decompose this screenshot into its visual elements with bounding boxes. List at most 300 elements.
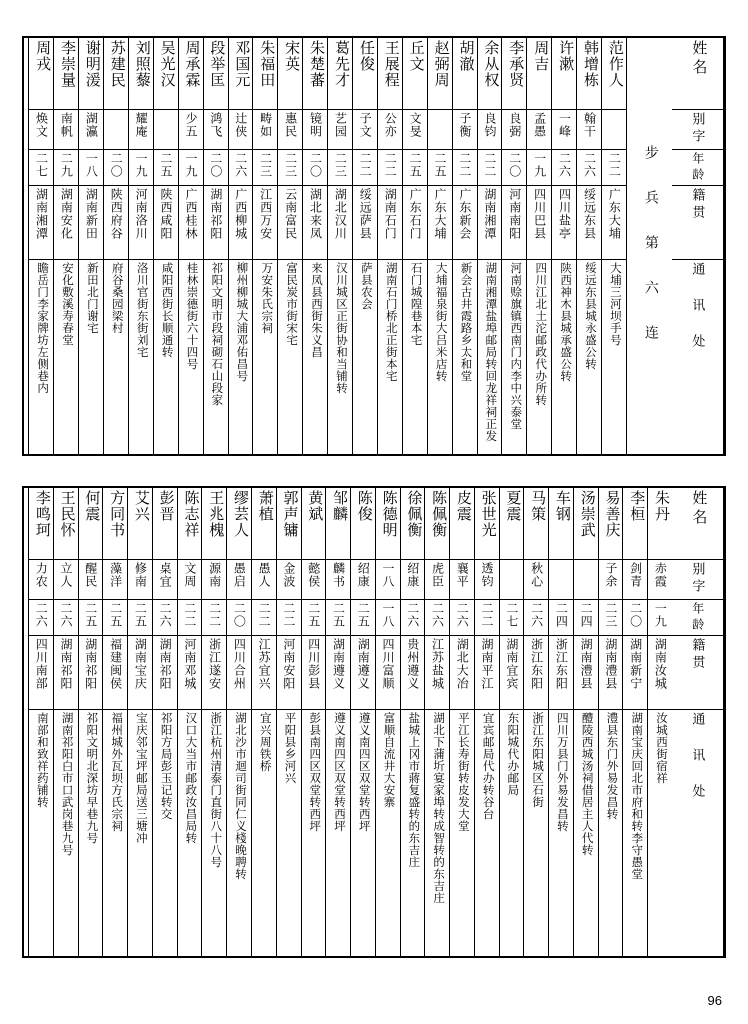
cell-name: [79, 38, 103, 110]
cell-alias-text: 鸿飞: [208, 112, 223, 138]
header-name: [672, 488, 723, 560]
header-age: [672, 600, 723, 636]
cell-address-text: 富顺自流井大安寨: [382, 712, 395, 808]
cell-name-text: 丘文: [407, 40, 424, 72]
table-row: [28, 488, 53, 956]
cell-alias: [178, 560, 202, 600]
cell-age-text: 二〇: [308, 152, 323, 178]
table-row: [78, 488, 103, 956]
cell-address-text: 湖南湘潭盐埠邮局转回龙祥祠正发: [484, 262, 497, 442]
cell-alias: [549, 560, 573, 600]
table-row: [477, 38, 502, 454]
cell-address-text: 瞻岳门李家牌坊左侧巷内: [36, 262, 49, 394]
cell-name: [450, 488, 474, 560]
cell-alias-text: 懿侯: [306, 562, 321, 588]
cell-address: [154, 260, 178, 454]
cell-address: [103, 710, 127, 956]
cell-age-text: 二二: [482, 152, 497, 178]
cell-alias-text: 文旻: [408, 112, 423, 138]
table-row: [103, 38, 128, 454]
cell-age-text: 二二: [480, 602, 495, 628]
cell-name: [376, 488, 400, 560]
cell-age-text: 二五: [83, 602, 98, 628]
cell-place: [104, 186, 128, 260]
cell-place-text: 湖南新宁: [628, 638, 643, 690]
table-row: [424, 488, 449, 956]
cell-address: [104, 260, 128, 454]
cell-address: [475, 710, 499, 956]
cell-place-text: 湖北大冶: [455, 638, 470, 690]
cell-place: [502, 186, 526, 260]
cell-name: [552, 38, 576, 110]
cell-place: [450, 636, 474, 710]
cell-address-text: 湖南石门桥北正街本宅: [384, 262, 397, 382]
cell-alias: [502, 110, 526, 150]
cell-address: [128, 710, 152, 956]
cell-place-text: 广东大埔: [607, 188, 622, 240]
cell-name: [475, 488, 499, 560]
header-name: [672, 38, 723, 110]
cell-age: [302, 600, 326, 636]
cell-address: [29, 710, 53, 956]
cell-address: [577, 260, 601, 454]
cell-place-text: 湖南宜宾: [504, 638, 519, 690]
cell-address-text: 澧县东门外易发昌转: [605, 712, 618, 820]
cell-name-text: 缪芸人: [231, 490, 248, 538]
cell-address-text: 东阳城代办邮局: [506, 712, 519, 796]
cell-name: [303, 38, 327, 110]
cell-alias-text: 麟书: [331, 562, 346, 588]
cell-age-text: 二三: [283, 152, 298, 178]
cell-age: [577, 150, 601, 186]
cell-alias-text: 绍康: [356, 562, 371, 588]
cell-name-text: 周承霖: [183, 40, 200, 88]
cell-place-text: 湖南平江: [480, 638, 495, 690]
cell-address-text: 遵义南四区双堂转西坪: [333, 712, 346, 832]
table-row: [53, 488, 78, 956]
cell-name-text: 朱丹: [652, 490, 669, 522]
cell-name-text: 李桓: [628, 490, 645, 522]
cell-address: [502, 260, 526, 454]
cell-alias: [326, 560, 350, 600]
cell-age-text: 二六: [557, 152, 572, 178]
cell-name: [252, 488, 276, 560]
table-row: [301, 488, 326, 956]
cell-address: [303, 260, 327, 454]
cell-address: [623, 710, 647, 956]
cell-address: [29, 260, 53, 454]
table-row: [523, 488, 548, 956]
cell-address-text: 汉川城区正街协和当铺转: [334, 262, 347, 394]
cell-alias: [79, 110, 103, 150]
cell-address-text: 湖南宝庆回北市府和转李守愚堂: [630, 712, 643, 880]
cell-name-text: 车钢: [553, 490, 570, 522]
cell-name-text: 周吉: [532, 40, 549, 72]
cell-place: [302, 636, 326, 710]
cell-age: [524, 600, 548, 636]
cell-age: [79, 150, 103, 186]
cell-age: [351, 600, 375, 636]
cell-alias-text: 惠民: [283, 112, 298, 138]
cell-alias: [450, 560, 474, 600]
cell-address: [378, 260, 402, 454]
cell-age: [602, 150, 626, 186]
cell-place: [79, 186, 103, 260]
cell-name: [648, 488, 672, 560]
cell-alias-text: 子衡: [457, 112, 472, 138]
cell-age: [277, 600, 301, 636]
cell-place-text: 湖南湘潭: [34, 188, 49, 240]
cell-address-text: 万安朱氏宗祠: [260, 262, 273, 334]
cell-age: [179, 150, 203, 186]
cell-place-text: 四川彭县: [306, 638, 321, 690]
cell-alias: [302, 560, 326, 600]
cell-place-text: 四川巴县: [532, 188, 547, 240]
cell-place-text: 浙江东阳: [529, 638, 544, 690]
cell-name-text: 陈德明: [380, 490, 397, 538]
cell-place: [351, 636, 375, 710]
cell-alias: [54, 560, 78, 600]
cell-alias: [277, 560, 301, 600]
cell-age: [204, 150, 228, 186]
cell-place-text: 浙江东阳: [554, 638, 569, 690]
cell-age: [153, 600, 177, 636]
table-row: [452, 38, 477, 454]
cell-place: [103, 636, 127, 710]
cell-address: [179, 260, 203, 454]
cell-age-text: 二五: [159, 152, 174, 178]
cell-age-text: 二五: [408, 152, 423, 178]
cell-age-text: 一九: [532, 152, 547, 178]
header-place: [672, 186, 723, 260]
cell-age-text: 二五: [433, 152, 447, 178]
cell-place-text: 广西桂林: [183, 188, 198, 240]
cell-name-text: 汤崇武: [578, 490, 595, 538]
cell-age: [227, 600, 251, 636]
cell-alias: [648, 560, 672, 600]
cell-place-text: 湖北来凤: [308, 188, 323, 240]
cell-alias: [574, 560, 598, 600]
cell-name-text: 范作人: [606, 40, 623, 88]
cell-age: [128, 600, 152, 636]
cell-age: [527, 150, 551, 186]
cell-alias: [54, 110, 78, 150]
cell-name: [154, 38, 178, 110]
cell-age-text: 二六: [34, 602, 49, 628]
table-row: [327, 38, 352, 454]
cell-address: [54, 260, 78, 454]
cell-age: [453, 150, 477, 186]
cell-age: [478, 150, 502, 186]
cell-alias: [527, 110, 551, 150]
cell-age-text: 二〇: [109, 152, 124, 178]
cell-name: [353, 38, 377, 110]
cell-name-text: 方同书: [108, 490, 125, 538]
cell-alias: [403, 110, 427, 150]
cell-place: [227, 636, 251, 710]
cell-address-text: 宜宾邮局代办转谷台: [481, 712, 494, 820]
cell-address-text: 咸阳西街长顺通转: [160, 262, 173, 358]
page-number: 96: [707, 993, 722, 1008]
cell-age-text: 二五: [306, 602, 321, 628]
cell-place: [154, 186, 178, 260]
cell-name: [351, 488, 375, 560]
cell-age-text: 二二: [607, 152, 622, 178]
cell-alias: [602, 110, 626, 150]
cell-address: [450, 710, 474, 956]
table-row: [427, 38, 452, 454]
cell-address: [425, 710, 449, 956]
cell-address: [79, 260, 103, 454]
cell-name: [302, 488, 326, 560]
cell-name: [202, 488, 226, 560]
cell-name: [227, 488, 251, 560]
cell-name: [54, 488, 78, 560]
header-alias-text: 别字: [690, 562, 706, 596]
cell-place: [129, 186, 153, 260]
cell-alias: [153, 560, 177, 600]
cell-address-text: 祁阳方局彭玉记转交: [159, 712, 172, 820]
cell-age: [278, 150, 302, 186]
cell-name-text: 何震: [83, 490, 100, 522]
cell-age-text: 一九: [134, 152, 149, 178]
cell-age: [129, 150, 153, 186]
cell-name-text: 陈俊: [355, 490, 372, 522]
cell-age-text: 二三: [258, 152, 273, 178]
cell-alias-text: 源南: [207, 562, 222, 588]
cell-name: [229, 38, 253, 110]
cell-place: [478, 186, 502, 260]
cell-place-text: 湖南祁阳: [83, 638, 98, 690]
cell-place: [252, 636, 276, 710]
cell-address-text: 醴陵西城汤祠借居主人代转: [580, 712, 593, 856]
cell-address: [278, 260, 302, 454]
cell-alias: [227, 560, 251, 600]
roster-table-top: [22, 36, 726, 456]
cell-name-text: 皮震: [454, 490, 471, 522]
cell-place-text: 湖南湘潭: [482, 188, 497, 240]
cell-alias-text: 良弼: [507, 112, 522, 138]
cell-address-text: 湖北沙市迴司街同仁义棧晚聘转: [233, 712, 246, 880]
table-row: [102, 488, 127, 956]
cell-address: [178, 710, 202, 956]
cell-age: [450, 600, 474, 636]
cell-alias: [351, 560, 375, 600]
cell-place-text: 四川盐亭: [557, 188, 572, 240]
header-place-text: 籍贯: [690, 188, 706, 222]
cell-name-text: 郭声镛: [281, 490, 298, 538]
cell-alias-text: 子余: [603, 562, 618, 588]
cell-address: [549, 710, 573, 956]
cell-alias-text: 畴如: [258, 112, 273, 138]
cell-alias: [425, 560, 449, 600]
cell-age-text: 二〇: [628, 602, 643, 628]
cell-name: [29, 488, 53, 560]
cell-name-text: 任俊: [357, 40, 374, 72]
cell-name: [599, 488, 623, 560]
cell-age: [29, 150, 53, 186]
cell-address-text: 盐城上冈市蔣复盛转的东吉庄: [407, 712, 420, 868]
roster-table-bottom: [22, 486, 726, 958]
cell-age-text: 二二: [207, 602, 222, 628]
cell-alias-text: 良钧: [482, 112, 497, 138]
cell-name: [278, 38, 302, 110]
cell-alias-text: 剑青: [628, 562, 643, 588]
cell-address: [79, 710, 103, 956]
cell-place: [648, 636, 672, 710]
cell-place-text: 河南南阳: [507, 188, 522, 240]
cell-place: [475, 636, 499, 710]
cell-place-text: 河南安阳: [281, 638, 296, 690]
cell-alias-text: 愚人: [257, 562, 272, 588]
cell-address: [302, 710, 326, 956]
cell-alias: [328, 110, 352, 150]
cell-age-text: 二六: [430, 602, 445, 628]
cell-place: [353, 186, 377, 260]
cell-age: [376, 600, 400, 636]
cell-alias-text: 金波: [281, 562, 296, 588]
cell-age-text: 二〇: [232, 602, 247, 628]
table-row: [548, 488, 573, 956]
table-row: [402, 38, 427, 454]
cell-address: [453, 260, 477, 454]
header-address-text: 通 讯 处: [690, 712, 706, 801]
cell-name: [502, 38, 526, 110]
cell-place-text: 湖南遵义: [331, 638, 346, 690]
cell-age: [54, 150, 78, 186]
cell-address-text: 浙江东阳城区石街: [531, 712, 544, 808]
cell-alias-text: 南帆: [59, 112, 74, 138]
cell-address-text: 湖南祁阳白市口武岗巷九号: [60, 712, 73, 856]
cell-name: [79, 488, 103, 560]
cell-place-text: 湖南遵义: [356, 638, 371, 690]
cell-alias: [252, 560, 276, 600]
table-row: [352, 38, 377, 454]
cell-address-text: 大埔福泉街大吕米店转: [434, 262, 447, 382]
cell-address-text: 河南赊旗镇西南门内李中兴泰堂: [509, 262, 522, 430]
cell-alias-text: 辻侠: [233, 112, 248, 138]
cell-name-text: 葛先才: [332, 40, 349, 88]
cell-name: [602, 38, 626, 110]
cell-alias-text: 文周: [182, 562, 197, 588]
cell-address: [524, 710, 548, 956]
cell-age-text: 二六: [529, 602, 544, 628]
cell-alias-text: 秋心: [529, 562, 544, 588]
cell-name-text: 萧植: [256, 490, 273, 522]
cell-place: [229, 186, 253, 260]
cell-alias: [577, 110, 601, 150]
table-row: [375, 488, 400, 956]
cell-name-text: 余从权: [482, 40, 499, 88]
cell-alias-text: 透钧: [480, 562, 495, 588]
table-row: [350, 488, 375, 956]
cell-name-text: 陈志祥: [182, 490, 199, 538]
cell-name-text: 王展程: [382, 40, 399, 88]
cell-age-text: 二二: [457, 152, 472, 178]
cell-name: [403, 38, 427, 110]
cell-name: [328, 38, 352, 110]
cell-name-text: 吴光汉: [158, 40, 175, 88]
cell-name: [204, 38, 228, 110]
cell-place: [577, 186, 601, 260]
table-row: [251, 488, 276, 956]
cell-name: [54, 38, 78, 110]
cell-alias: [179, 110, 203, 150]
cell-address: [204, 260, 228, 454]
cell-address-text: 石门城隍巷本宅: [409, 262, 422, 346]
cell-alias-text: 襄平: [455, 562, 470, 588]
cell-address: [602, 260, 626, 454]
cell-place-text: 云南富民: [283, 188, 298, 240]
cell-name: [129, 38, 153, 110]
cell-alias: [103, 560, 127, 600]
cell-alias-text: 绍康: [405, 562, 420, 588]
cell-alias: [129, 110, 153, 150]
header-age: [672, 150, 723, 186]
cell-alias-text: 愚启: [232, 562, 247, 588]
cell-name: [425, 488, 449, 560]
table-row: [573, 488, 598, 956]
cell-age-text: 二五: [331, 602, 346, 628]
cell-alias-text: 耀庵: [134, 112, 149, 138]
cell-address-text: 绥远东县城永盛公转: [584, 262, 596, 370]
cell-age: [328, 150, 352, 186]
table-row: [276, 488, 301, 956]
cell-age: [178, 600, 202, 636]
cell-place: [527, 186, 551, 260]
cell-age: [401, 600, 425, 636]
cell-alias: [29, 560, 53, 600]
cell-alias: [475, 560, 499, 600]
cell-name-text: 胡澈: [457, 40, 474, 72]
cell-place: [303, 186, 327, 260]
cell-alias-text: 孟愚: [532, 112, 547, 138]
cell-place: [453, 186, 477, 260]
cell-alias: [378, 110, 402, 150]
cell-address-text: 富民炭市街宋宅: [285, 262, 298, 346]
cell-alias-text: 力农: [34, 562, 49, 588]
cell-alias-text: 焕文: [34, 112, 49, 138]
table-row: [228, 38, 253, 454]
cell-address-text: 汝城西街宿祥: [654, 712, 667, 784]
cell-address: [478, 260, 502, 454]
cell-place: [29, 636, 53, 710]
cell-age: [229, 150, 253, 186]
header-alias-text: 别字: [690, 112, 706, 146]
cell-name: [378, 38, 402, 110]
cell-place-text: 江苏盐城: [430, 638, 445, 690]
cell-age-text: 二六: [233, 152, 248, 178]
cell-age-text: 二五: [108, 602, 123, 628]
cell-address-text: 安化敷溪寿春堂: [60, 262, 73, 346]
cell-name: [277, 488, 301, 560]
cell-name-text: 韩增栋: [582, 40, 599, 88]
cell-alias: [500, 560, 524, 600]
cell-address: [403, 260, 427, 454]
cell-name-text: 李崇量: [58, 40, 75, 88]
cell-address-text: 洛川官街东街刘宅: [135, 262, 148, 358]
cell-place: [599, 636, 623, 710]
cell-age-text: 二六: [405, 602, 420, 628]
cell-age-text: 二二: [182, 602, 197, 628]
cell-address: [500, 710, 524, 956]
cell-age-text: 一九: [183, 152, 198, 178]
table-row: [622, 488, 647, 956]
cell-address-text: 陕西神木县城承盛公转: [559, 262, 572, 382]
cell-alias: [524, 560, 548, 600]
cell-place-text: 浙江遂安: [207, 638, 222, 690]
cell-address: [202, 710, 226, 956]
